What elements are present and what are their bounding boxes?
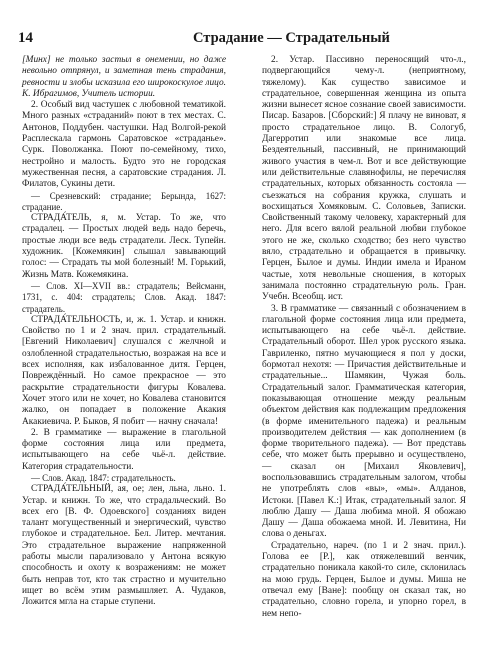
page-number: 14 [18,30,33,46]
entry-paragraph: Страдательно, нареч. (по 1 и 2 знач. прил.). Голова ее [Р.], как отяжелевший венчик, страдательно поникала какой-то силе, склонилась на мою грудь. Герцен, Былое и думы. Миша не отвечал ему [Ване]: пообщу он сказал так, но страдательно, словно горела, и упорно горел, в нем непо- [262,540,466,619]
entry-paragraph: [Минх] не только застыл в онемении, но даже невольно отпрянул, и заметная тень страдания, ревности и злобы исказила его широкоскулое лицо. К. Ибрагимов, Учитель истории. [22,55,226,99]
dictionary-entry-stradatel: СТРАДА́ТЕЛЬ, я, м. Устар. То же, что страдалец. — Простых людей ведь надо беречь, простые люди все ведь страдатели. Леск. Тупейн. художник. [Кожемякин] слышал завывающий голос: — Страдать ты мой болезный! М. Горький, Жизнь Матв. Кожемякина. [22,213,226,280]
entry-paragraph: 2. Особый вид частушек с любовной тематикой. Много разных «страданий» поют в тех местах. С. Антонов, Поддубен. частушки. Над Волгой-рекой Расплескала гармонь Саратовское «страданье». Сурк. Поволжанка. Поют по-семейному, тихо, нестройно и малость. Будто это не городская мужественная песня, а саратовские страдания. Л. Филатов, Сукины дети. [22,100,226,190]
left-column [22,55,226,609]
entry-paragraph: 3. В грамматике — связанный с обозначением в глагольной форме состояния лица или предмета, испытывающего на себе чьё-л. действие. Страдательный оборот. Шел урок русского языка. Гавриленко, пятно мучающиеся я пол у доски, бормотал нехотя: — Причастия действительные и страдательные... Шамякин, Чужая боль. Страдательный залог. Грамматическая категория, показывающая отношение между реальным объектом действия как подлежащим предложения (в форме именительного падежа) и реальным производителем действия — как дополнением (в форме творительного падежа). — Вот представь себе, что может быть прерывно и осуществлено, — сказал он [Михаил Яковлевич], воспользовавшись страдательным залогом, чтобы не употреблять слов «вы», «мы». Алданов, Истоки. [Павел К.:] Итак, страдательный залог. Я люблю Дашу — Даша любима мной. Я обожаю Дашу — Даша обожаема мной. И. Левитина, Ни слова о деньгах. [262,303,466,540]
right-column [262,55,466,620]
entry-paragraph: 2. В грамматике — выражение в глагольной форме состояния лица или предмета, испытывающего на себе чьё-л. действие. Категория страдательности. [22,427,226,472]
source-note: — Слов. Акад. 1847: страдательность. [31,472,176,483]
source-note: — Срезневский: страдание; Берында, 1627: страдание. [22,190,226,212]
entry-paragraph: 2. Устар. Пассивно переносящий что-л., подвергающийся чему-л. (неприятному, тяжелому). Как существо зависимое и страдательное, совершенная женщина из опыта жизни вынесет ясное сознание своей зависимости. Писар. Базаров. [Сборский:] Я плачу не виноват, я просто страдательное лицо. В. Сологуб, Дагерротип или знакомые все лица. Бездеятельный, пассивный, не принимающий живого участия в чем-л. Вот и все действующие или действительные славянофилы, не перечисляя страдательных, которых обязанность состояла — съезжаться на собрания кружка, слушать и восхищаться Хомяковым. С. Соловьев, Записки. Свойственный такому человеку, характерный для него. Для всего вялой реальной любви глубокое этого не же, сколько сходство; без него чувство вяло, страдательно и обращается в привычку. Герцен, Былое и думы. Индии имела и Ираном частые, хотя невольные сношения, в которых занимала постоянно страдательную роль. Гран. Учебн. Всеобщ. ист. [262,55,466,303]
running-head: Страдание — Страдательный [193,30,390,46]
page-header [18,30,462,52]
dictionary-entry-stradatelnost: СТРАДА́ТЕЛЬНОСТЬ, и, ж. 1. Устар. и книжн. Свойство по 1 и 2 знач. прил. страдательный. [Евгений Николаевич] слушался с желчной и озлобленной страдательностью, возражая на все и всех исполняя, как избалованное дитя. Герцен, Повреждённый. Но самое прекрасное — это раскрытие страдательности фигуры Ковалева. Хочет этого или не хочет, но Ковалева становится жалко, он попадает в положение Акакия Акакиевича. Р. Быков, Я побит — начну сначала! [22,314,226,427]
source-note: — Слов. XI—XVII вв.: страдатель; Вейсманн, 1731, с. 404: страдатель; Слов. Акад. 1847: страдатель. [22,280,226,314]
dictionary-entry-stradatelny: СТРАДА́ТЕЛЬНЫЙ, ая, ое; лен, льна, льно. 1. Устар. и книжн. То же, что страдальческий. Во всех его [В. Ф. Одоевского] созданиях виден талант могущественный и энергический, чувство глубокое и страдательное. Бел. Литер. мечтания. Это страдательное выражение напряженной работы мысли парализовало у Антона всякую способность и охоту к возражениям: не может быть неправ тот, кто так страстно и мучительно ищет во всём этим размышляет. А. Чудаков, Ложится мгла на старые ступени. [22,484,226,608]
